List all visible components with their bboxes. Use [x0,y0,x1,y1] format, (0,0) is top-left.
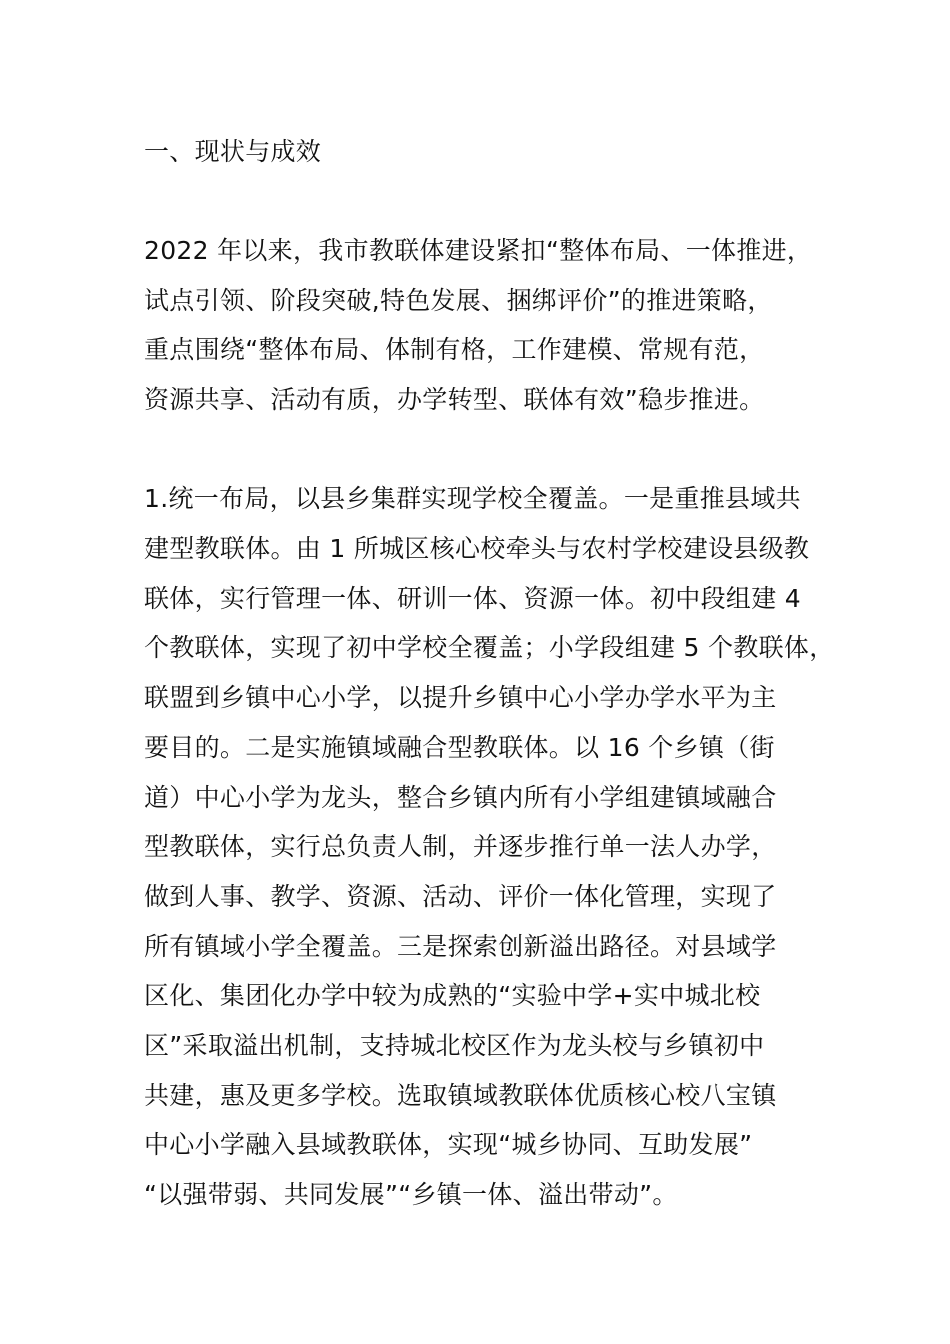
paragraph-2-line-8: 型教联体，实行总负责人制，并逐步推行单一法人办学， [144,832,777,861]
paragraph-1-line-4: 资源共享、活动有质，办学转型、联体有效”稳步推进。 [144,385,765,414]
paragraph-2-line-10: 所有镇域小学全覆盖。三是探索创新溢出路径。对县域学 [144,932,777,961]
paragraph-2-line-2: 建型教联体。由 1 所城区核心校牵头与农村学校建设县级教 [144,534,810,563]
section-heading: 一、现状与成效 [144,137,322,166]
paragraph-2-line-15: “以强带弱、共同发展”“乡镇一体、溢出带动”。 [144,1180,678,1209]
paragraph-2-line-11: 区化、集团化办学中较为成熟的“实验中学+实中城北校 [144,981,761,1010]
paragraph-2-line-7: 道）中心小学为龙头，整合乡镇内所有小学组建镇域融合 [144,783,777,812]
paragraph-2-line-14: 中心小学融入县域教联体，实现“城乡协同、互助发展” [144,1130,753,1159]
paragraph-2-line-6: 要目的。二是实施镇域融合型教联体。以 16 个乡镇（街 [144,733,775,762]
paragraph-2-line-9: 做到人事、教学、资源、活动、评价一体化管理，实现了 [144,882,777,911]
paragraph-2-line-3: 联体，实行管理一体、研训一体、资源一体。初中段组建 4 [144,584,801,613]
paragraph-2-line-5: 联盟到乡镇中心小学，以提升乡镇中心小学办学水平为主 [144,683,777,712]
paragraph-2-line-12: 区”采取溢出机制，支持城北校区作为龙头校与乡镇初中 [144,1031,765,1060]
paragraph-1-line-3: 重点围绕“整体布局、体制有格，工作建模、常规有范， [144,335,765,364]
paragraph-1-line-2: 试点引领、阶段突破,特色发展、捆绑评价”的推进策略， [144,286,773,315]
paragraph-2-line-1: 1.统一布局，以县乡集群实现学校全覆盖。一是重推县域共 [144,484,801,513]
paragraph-2-line-4: 个教联体，实现了初中学校全覆盖；小学段组建 5 个教联体， [144,633,835,662]
paragraph-1-line-1: 2022 年以来，我市教联体建设紧扣“整体布局、一体推进， [144,236,813,265]
paragraph-2-line-13: 共建，惠及更多学校。选取镇域教联体优质核心校八宝镇 [144,1081,777,1110]
